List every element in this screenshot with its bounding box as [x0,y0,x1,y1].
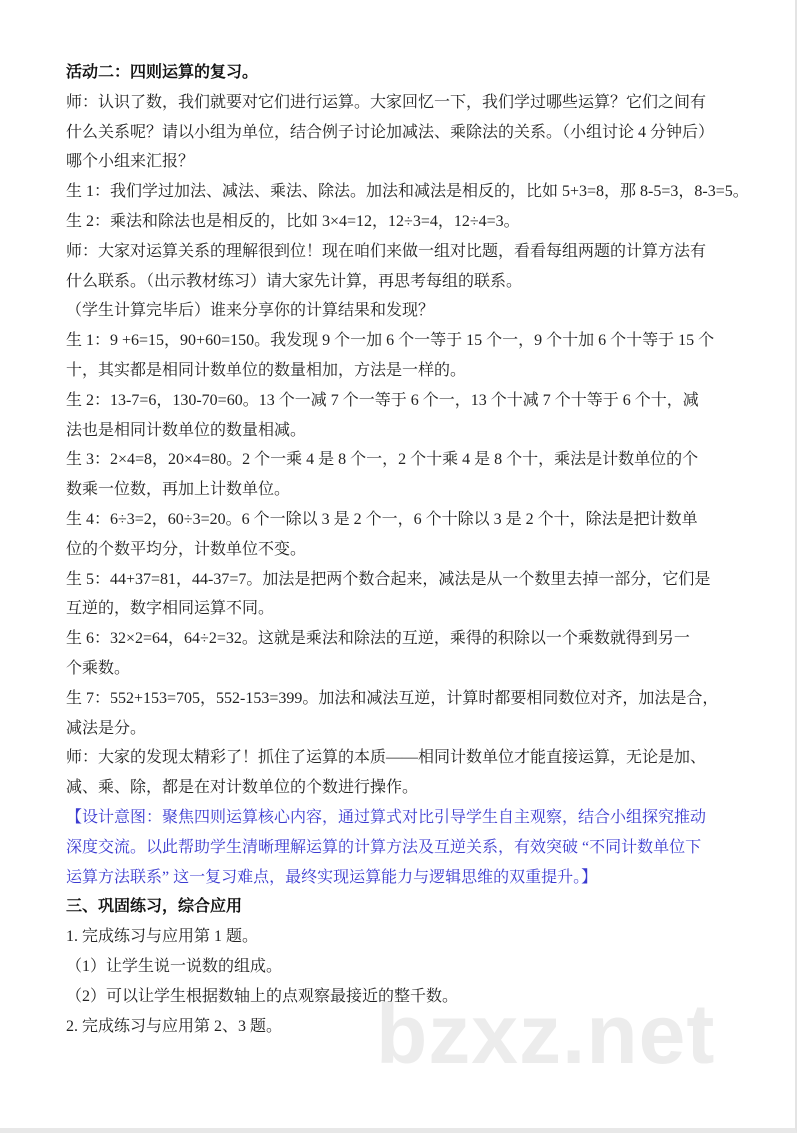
paragraph [66,207,746,237]
paragraph-line: 生 6：32×2=64，64÷2=32。这就是乘法和除法的互逆，乘得的积除以一个乘数就得到另一 [66,630,690,648]
paragraph-line: 个乘数。 [66,659,131,677]
paragraph-line: 师：大家对运算关系的理解很到位！现在咱们来做一组对比题，看看每组两题的计算方法有 [66,242,707,260]
paragraph-line: 减、乘、除，都是在对计数单位的个数进行操作。 [66,779,419,797]
design-note-line: 运算方法联系” 这一复习难点，最终实现运算能力与逻辑思维的双重提升。】 [66,868,598,886]
paragraph [66,326,746,386]
paragraph-line: 数乘一位数，再加上计数单位。 [66,481,291,499]
paragraph [66,386,746,446]
paragraph [66,565,746,625]
design-note-line: 深度交流。以此帮助学生清晰理解运算的计算方法及互逆关系，有效突破 “不同计数单位下 [66,838,702,856]
exercise-item: （1）让学生说一说数的组成。 [66,957,283,975]
paragraph [66,177,749,207]
paragraph-line: 生 3：2×4=8，20×4=80。2 个一乘 4 是 8 个一，2 个十乘 4 是 8 个十，乘法是计数单位的个 [66,451,699,469]
paragraph-line: （学生计算完毕后）谁来分享你的计算结果和发现？ [66,302,435,320]
paragraph-line: 生 7：552+153=705，552-153=399。加法和减法互逆，计算时都要相同数位对齐，加法是合， [66,689,719,707]
paragraph-line: 生 2：乘法和除法也是相反的，比如 3×4=12，12÷3=4，12÷4=3。 [66,212,520,230]
paragraph-line: 生 2：13-7=6，130-70=60。13 个一减 7 个一等于 6 个一，13 个十减 7 个十等于 6 个十，减 [66,391,699,409]
paragraph-line: 师：大家的发现太精彩了！抓住了运算的本质——相同计数单位才能直接运算，无论是加、 [66,749,707,767]
watermark-logo: bzxz.net [376,987,716,1081]
paragraph [66,445,746,505]
paragraph-line: 生 1：我们学过加法、减法、乘法、除法。加法和减法是相反的，比如 5+3=8，那 8-5=3，8-3=5。 [66,183,749,201]
paragraph-line: 法也是相同计数单位的数量相减。 [66,421,307,439]
paragraph-line: 什么联系。（出示教材练习）请大家先计算，再思考每组的联系。 [66,272,523,290]
paragraph-line: 十，其实都是相同计数单位的数量相加，方法是一样的。 [66,361,467,379]
paragraph [66,743,746,803]
paragraph-line: 位的个数平均分，计数单位不变。 [66,540,307,558]
paragraph [66,505,746,565]
paragraph-line: 哪个小组来汇报？ [66,153,195,171]
paragraph [66,296,746,326]
document-content [66,58,749,1041]
paragraph-line: 互逆的，数字相同运算不同。 [66,600,275,618]
paragraph [66,88,746,177]
exercise-item: 1. 完成练习与应用第 1 题。 [66,928,259,946]
paragraph [66,237,746,297]
paragraph-line: 师：认识了数，我们就要对它们进行运算。大家回忆一下，我们学过哪些运算？它们之间有 [66,93,707,111]
paragraph [66,624,746,684]
paragraph-line: 生 5：44+37=81，44-37=7。加法是把两个数合起来，减法是从一个数里去掉一部分，它们是 [66,570,711,588]
design-note-line: 【设计意图：聚焦四则运算核心内容，通过算式对比引导学生自主观察，结合小组探究推动 [66,808,707,826]
paragraph-line: 生 1：9 +6=15，90+60=150。我发现 9 个一加 6 个一等于 15 个一，9 个十加 6 个十等于 15 个 [66,332,715,350]
paragraph-line: 生 4：6÷3=2，60÷3=20。6 个一除以 3 是 2 个一，6 个十除以 3 是 2 个十，除法是把计数单 [66,510,698,528]
exercise-item: （2）可以让学生根据数轴上的点观察最接近的整千数。 [66,987,459,1005]
exercise-item: 2. 完成练习与应用第 2、3 题。 [66,1017,283,1035]
section-heading-activity-2: 活动二：四则运算的复习。 [66,64,259,81]
dialogue-paragraphs [66,88,749,803]
section-heading-3: 三、巩固练习，综合应用 [66,898,243,916]
design-intent-note [66,803,746,892]
paragraph [66,684,746,744]
paragraph-line: 减法是分。 [66,719,147,737]
paragraph-line: 什么关系呢？请以小组为单位，结合例子讨论加减法、乘除法的关系。（小组讨论 4 分钟后） [66,123,715,141]
